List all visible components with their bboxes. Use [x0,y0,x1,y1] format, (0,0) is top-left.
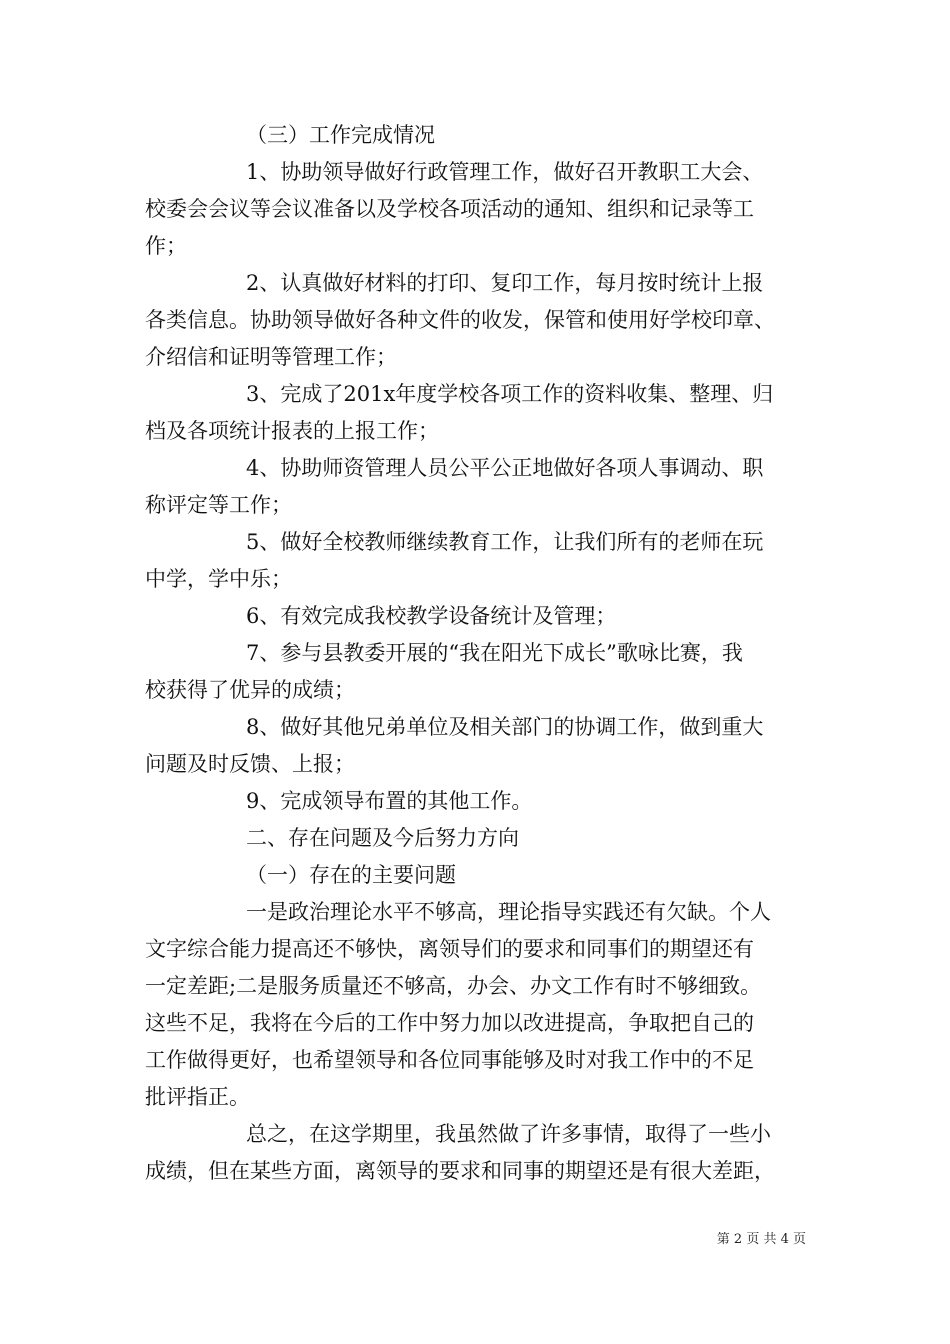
subsection-heading-main-problems: （一）存在的主要问题 [246,863,456,887]
item-5: 5、做好全校教师继续教育工作，让我们所有的老师在玩 中学，学中乐； [145,530,764,591]
page-number-footer: 第 2 页 共 4 页 [716,1232,806,1247]
item-6: 6、有效完成我校教学设备统计及管理； [246,604,617,628]
item-3: 3、完成了201x年度学校各项工作的资料收集、整理、归 档及各项统计报表的上报工作； [145,382,774,443]
item-4: 4、协助师资管理人员公平公正地做好各项人事调动、职 称评定等工作； [145,456,764,517]
summary-paragraph: 总之，在这学期里，我虽然做了许多事情，取得了一些小 成绩，但在某些方面，离领导的要求和同事的期望还是有很大差距， [145,1122,775,1183]
item-2: 2、认真做好材料的打印、复印工作，每月按时统计上报 各类信息。协助领导做好各种文件的收发，保管和使用好学校印章、 介绍信和证明等管理工作； [145,271,775,369]
item-8: 8、做好其他兄弟单位及相关部门的协调工作，做到重大 问题及时反馈、上报； [145,715,764,776]
item-1: 1、协助领导做好行政管理工作，做好召开教职工大会、 校委会会议等会议准备以及学校各项活动的通知、组织和记录等工 作； [145,160,764,258]
document-body [145,117,810,1190]
problems-paragraph: 一是政治理论水平不够高，理论指导实践还有欠缺。个人 文字综合能力提高还不够快，离领导们的要求和同事们的期望还有 一定差距;二是服务质量还不够高，办会、办文工作有时不够细致。 这些不足，我将在今后的工作中努力加以改进提高，争取把自己的 工作做得更好，也希望领导和各位同事能够及时对我工作中的不足 批评指正。 [145,900,771,1109]
item-9: 9、完成领导布置的其他工作。 [246,789,533,813]
item-7: 7、参与县教委开展的“我在阳光下成长”歌咏比赛，我 校获得了优异的成绩； [145,641,743,702]
section-heading-problems: 二、存在问题及今后努力方向 [246,826,519,850]
section-heading-completion: （三）工作完成情况 [246,123,435,147]
